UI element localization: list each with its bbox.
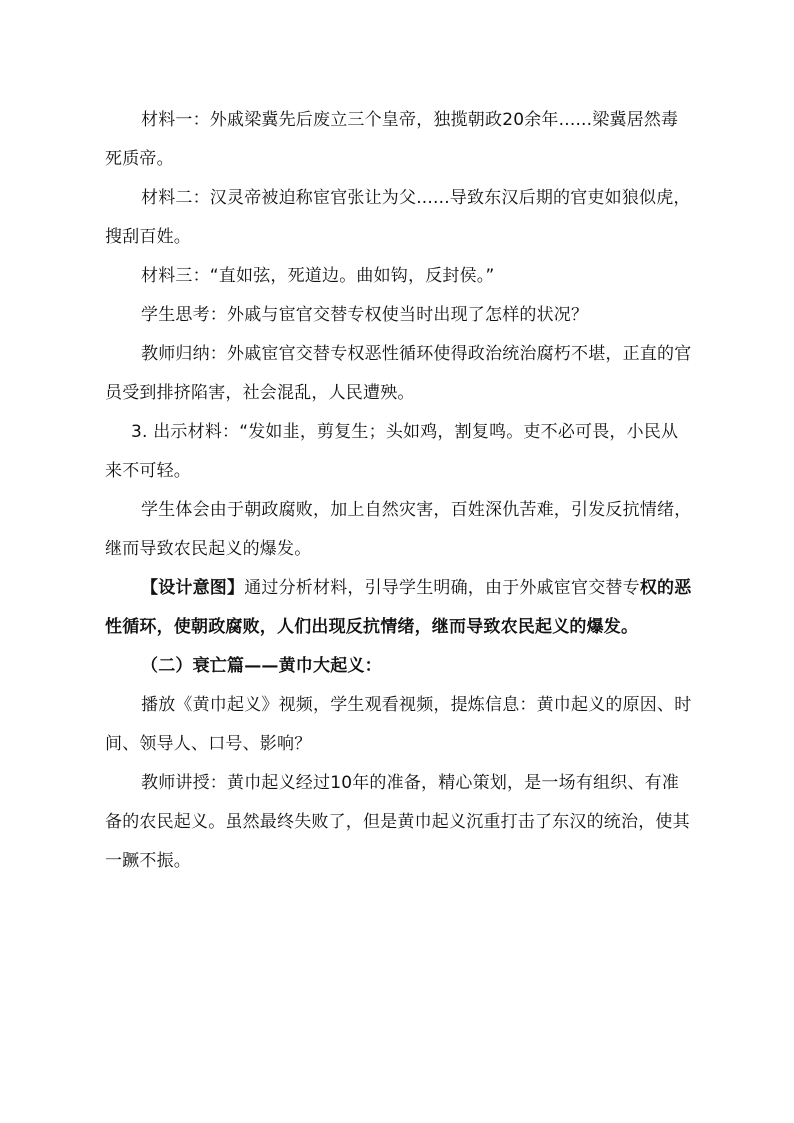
- material-1-paragraph: 材料一：外戚梁冀先后废立三个皇帝，独揽朝政20余年......梁冀居然毒死质帝。: [105, 110, 679, 169]
- student-thinking-paragraph: 学生思考：外戚与宦官交替专权使当时出现了怎样的状况？: [141, 305, 589, 325]
- teacher-lecture-paragraph: 教师讲授：黄巾起义经过10年的准备，精心策划，是一场有组织、有准备的农民起义。虽然最终失败了，但是黄巾起义沉重打击了东汉的统治，使其一蹶不振。: [105, 773, 690, 871]
- document-content: [105, 101, 695, 881]
- section-title: （二）衰亡篇——黄巾大起义：: [141, 656, 382, 676]
- design-intent-label: 【设计意图】: [141, 578, 245, 598]
- student-experience-paragraph: 学生体会由于朝政腐败，加上自然灾害，百姓深仇苦难，引发反抗情绪，继而导致农民起义的爆发。: [105, 500, 692, 559]
- material-2-paragraph: 材料二：汉灵帝被迫称宦官张让为父......导致东汉后期的官吏如狼似虎，搜刮百姓。: [105, 188, 691, 247]
- teacher-summary-paragraph: 教师归纳：外戚宦官交替专权恶性循环使得政治统治腐朽不堪，正直的官员受到排挤陷害，社会混乱，人民遭殃。: [105, 344, 692, 403]
- material-3-paragraph: 材料三：“直如弦，死道边。曲如钩，反封侯。”: [141, 266, 495, 286]
- design-intent-text-bold: 权的恶性循环，使朝政腐败，人们出现反抗情绪，继而导致农民起义的爆发。: [105, 578, 692, 637]
- design-intent-paragraph: [105, 569, 695, 647]
- design-intent-text-plain: 通过分析材料，引导学生明确，由于外戚宦官交替专: [244, 578, 640, 598]
- video-task-paragraph: 播放《黄巾起义》视频，学生观看视频，提炼信息：黄巾起义的原因、时间、领导人、口号、影响？: [105, 695, 692, 754]
- show-material-paragraph: 3. 出示材料：“发如韭，剪复生；头如鸡，割复鸣。吏不必可畏，小民从来不可轻。: [105, 422, 679, 481]
